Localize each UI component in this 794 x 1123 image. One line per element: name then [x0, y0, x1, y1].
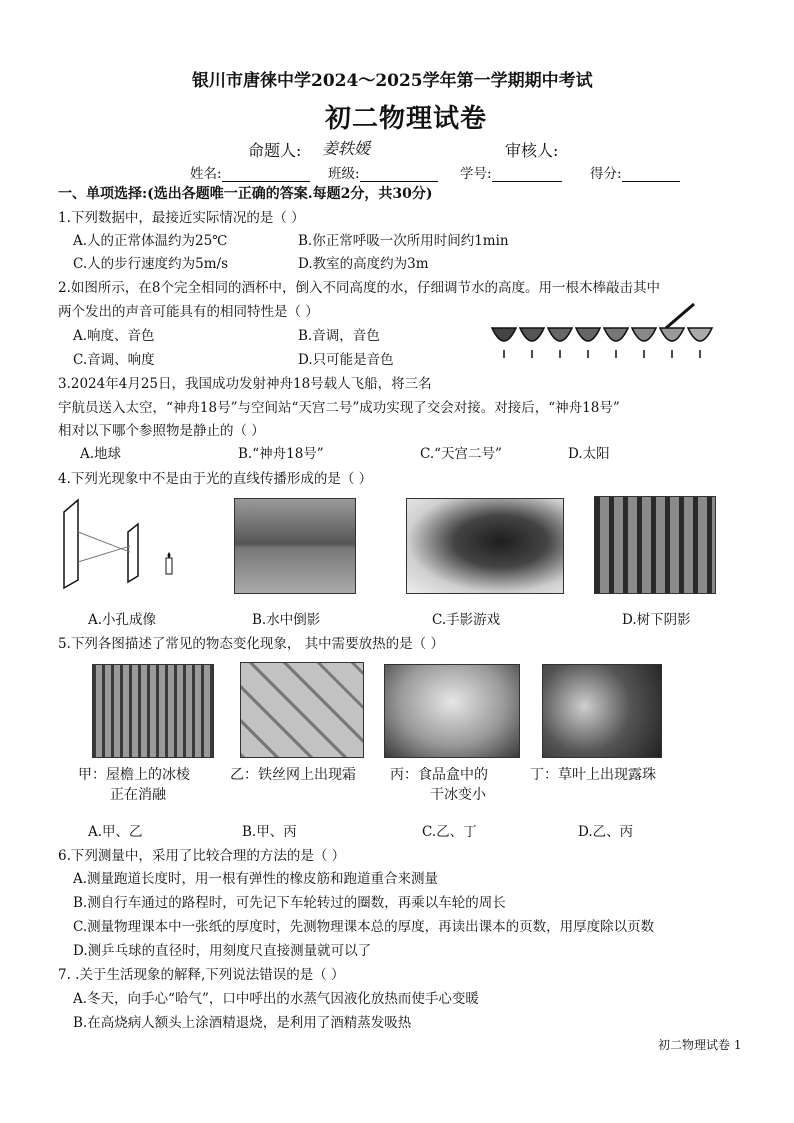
- question-5-option-d[interactable]: D.乙、丙: [578, 824, 634, 840]
- wine-glass-5: [604, 328, 628, 358]
- question-3-option-c[interactable]: C.“天宫二号”: [420, 446, 502, 462]
- dry-ice-photo: [384, 664, 520, 758]
- question-4-option-a[interactable]: A.小孔成像: [88, 612, 157, 628]
- wine-glass-4: [576, 328, 600, 358]
- question-6-option-a[interactable]: A.测量跑道长度时，用一根有弹性的橡皮筋和跑道重合来测量: [73, 871, 439, 887]
- page-footer: 初二物理试卷 1: [658, 1038, 742, 1052]
- caption-jia-line1: 甲：屋檐上的冰棱: [78, 767, 190, 783]
- school-title: 银川市唐徕中学2024～2025学年第一学期期中考试: [192, 71, 593, 91]
- question-7-option-b[interactable]: B.在高烧病人额头上涂酒精退烧，是利用了酒精蒸发吸热: [73, 1015, 412, 1031]
- author-label: 命题人:: [248, 141, 302, 160]
- question-5-stem: 5.下列各图描述了常见的物态变化现象， 其中需要放热的是（ ）: [58, 636, 444, 652]
- question-2-option-d[interactable]: D.只可能是音色: [298, 352, 394, 368]
- score-blank[interactable]: [622, 167, 680, 182]
- question-5-option-a[interactable]: A.甲、乙: [88, 824, 143, 840]
- caption-bing-line2: 干冰变小: [430, 787, 486, 803]
- question-6-option-d[interactable]: D.测乒乓球的直径时，用刻度尺直接测量就可以了: [73, 943, 372, 959]
- class-blank[interactable]: [360, 167, 438, 182]
- wine-glass-3: [548, 328, 572, 358]
- name-label: 姓名:: [190, 166, 222, 182]
- caption-ding: 丁：草叶上出现露珠: [530, 767, 656, 783]
- score-label: 得分:: [590, 166, 622, 182]
- icicles-photo: [92, 664, 214, 758]
- question-4-stem: 4.下列光现象中不是由于光的直线传播形成的是（ ）: [58, 471, 373, 487]
- class-label: 班级:: [328, 166, 360, 182]
- wine-glasses-figure: [488, 300, 728, 364]
- wooden-stick: [666, 304, 694, 328]
- wine-glass-6: [632, 328, 656, 358]
- question-3-stem-line3: 相对以下哪个参照物是静止的（ ）: [58, 423, 265, 439]
- question-6-option-c[interactable]: C.测量物理课本中一张纸的厚度时，先测物理课本总的厚度，再读出课本的页数，用厚度除以页数: [73, 919, 655, 935]
- name-blank[interactable]: [222, 167, 310, 182]
- question-1-option-d[interactable]: D.教室的高度约为3m: [298, 256, 429, 272]
- score-field: [590, 162, 680, 182]
- hand-shadow-photo: [406, 498, 564, 594]
- dew-grass-photo: [542, 664, 662, 758]
- question-3-option-d[interactable]: D.太阳: [568, 446, 610, 462]
- question-4-option-d[interactable]: D.树下阴影: [622, 612, 691, 628]
- caption-bing-line1: 丙：食品盒中的: [390, 767, 488, 783]
- question-2-option-a[interactable]: A.响度、音色: [73, 328, 155, 344]
- question-2-option-b[interactable]: B.音调，音色: [298, 328, 380, 344]
- reviewer-label: 审核人:: [505, 141, 559, 160]
- question-4-option-c[interactable]: C.手影游戏: [432, 612, 501, 628]
- question-1-stem: 1.下列数据中，最接近实际情况的是（ ）: [58, 210, 305, 226]
- tree-shadow-photo: [594, 496, 716, 594]
- question-6-stem: 6.下列测量中，采用了比较合理的方法的是（ ）: [58, 848, 346, 864]
- question-2-stem-line2: 两个发出的声音可能具有的相同特性是（ ）: [58, 304, 319, 320]
- wine-glass-8: [688, 328, 712, 358]
- question-2-stem-line1: 2.如图所示，在8个完全相同的酒杯中，倒入不同高度的水，仔细调节水的高度。用一根木棒敲击其中: [58, 280, 660, 296]
- question-1-option-c[interactable]: C.人的步行速度约为5m/s: [73, 256, 229, 272]
- pinhole-camera-figure: [58, 492, 188, 592]
- wine-glass-2: [520, 328, 544, 358]
- author-name: 姜轶媛: [322, 139, 371, 158]
- name-field: [190, 162, 310, 182]
- exam-title: 初二物理试卷: [325, 104, 488, 134]
- question-4-option-b[interactable]: B.水中倒影: [252, 612, 321, 628]
- question-7-option-a[interactable]: A.冬天，向手心“哈气”，口中呼出的水蒸气因液化放热而使手心变暖: [73, 991, 479, 1007]
- question-5-option-b[interactable]: B.甲、丙: [242, 824, 297, 840]
- class-field: [328, 162, 438, 182]
- caption-yi: 乙：铁丝网上出现霜: [230, 767, 356, 783]
- question-2-option-c[interactable]: C.音调、响度: [73, 352, 155, 368]
- section-title: 一、单项选择:(选出各题唯一正确的答案.每题2分，共30分): [58, 186, 433, 202]
- question-3-option-a[interactable]: A.地球: [80, 446, 122, 462]
- question-7-stem: 7. .关于生活现象的解释,下列说法错误的是（ ）: [58, 967, 345, 983]
- id-blank[interactable]: [492, 167, 562, 182]
- id-label: 学号:: [460, 166, 492, 182]
- question-1-option-a[interactable]: A.人的正常体温约为25℃: [73, 233, 228, 249]
- question-3-stem-line2: 宇航员送入太空，“神舟18号”与空间站“天宫二号”成功实现了交会对接。对接后，“神舟18号”: [58, 400, 620, 416]
- wine-glass-7: [660, 328, 684, 358]
- question-1-option-b[interactable]: B.你正常呼吸一次所用时间约1min: [298, 233, 509, 249]
- question-3-option-b[interactable]: B.“神舟18号”: [238, 446, 324, 462]
- frost-wire-photo: [240, 662, 364, 758]
- id-field: [460, 162, 562, 182]
- water-reflection-photo: [234, 498, 356, 594]
- question-6-option-b[interactable]: B.测自行车通过的路程时，可先记下车轮转过的圈数，再乘以车轮的周长: [73, 895, 506, 911]
- question-3-stem-line1: 3.2024年4月25日，我国成功发射神舟18号载人飞船，将三名: [58, 376, 432, 392]
- wine-glass-1: [492, 328, 516, 358]
- question-5-option-c[interactable]: C.乙、丁: [422, 824, 477, 840]
- caption-jia-line2: 正在消融: [110, 787, 166, 803]
